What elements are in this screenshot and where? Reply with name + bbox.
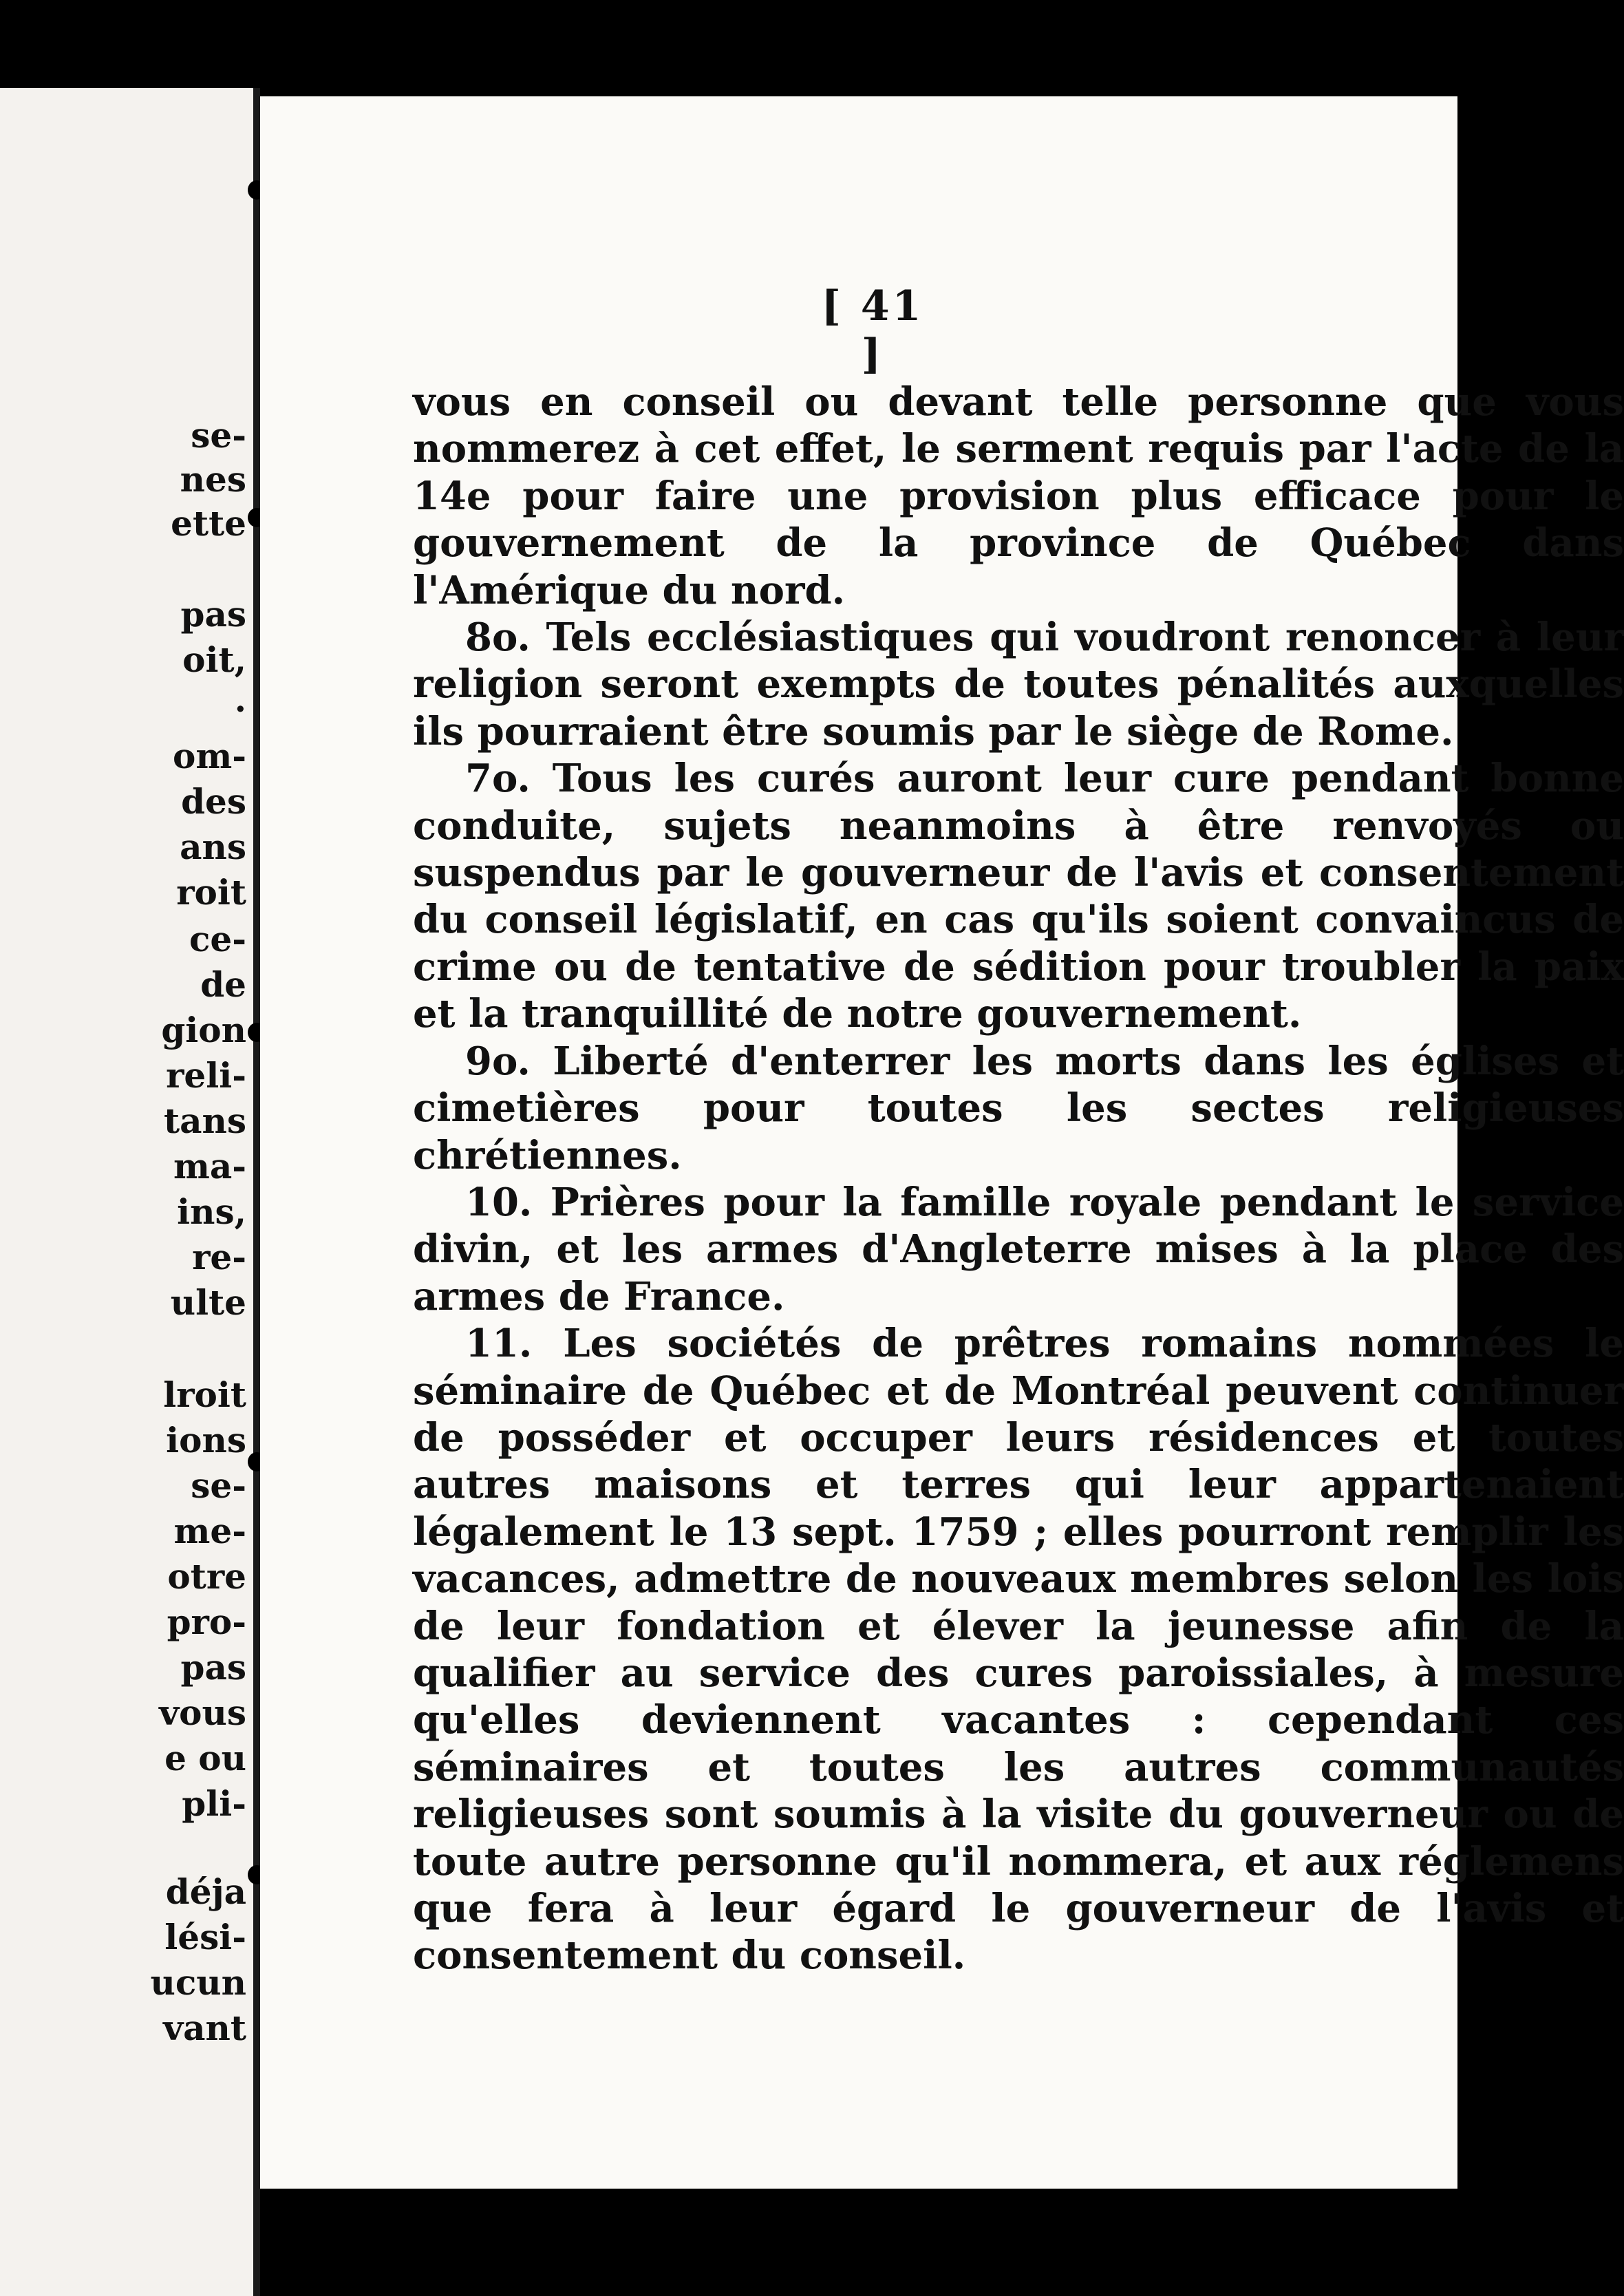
left-fragment: ulte <box>170 1282 246 1323</box>
left-fragment: ette <box>171 503 246 544</box>
left-fragment: ce- <box>189 919 246 959</box>
paragraph: 11. Les sociétés de prêtres romains nommées le séminaire de Québec et de Montréal peuvent continuer de posséder et occuper leurs résidences et toutes autres maisons et terres qui leur appartenaient légalement le 13 sept. 1759 ; elles pourront remplir les vacances, admettre de nouveaux membres selon les lois de leur fondation et élever la jeunesse afin de la qualifier au service des cures paroissiales, à mesure qu'elles deviennent vacantes : cependant ces séminaires et toutes les autres communautés religieuses sont soumis à la visite du gouverneur ou de toute autre personne qu'il nommera, et aux réglemens que fera à leur égard le gouverneur de l'avis et consentement du conseil. <box>413 1321 1624 1979</box>
left-fragment: lroit <box>163 1374 246 1415</box>
paragraph: 8o. Tels ecclésiastiques qui voudront renoncer à leur religion seront exempts de toutes pénalités auxquelles ils pourraient être soumis par le siège de Rome. <box>413 615 1624 754</box>
left-fragment: de <box>200 964 246 1005</box>
left-fragment: pas <box>180 594 246 635</box>
left-fragment: ma- <box>173 1146 246 1187</box>
left-fragment: ins, <box>177 1191 246 1232</box>
paragraph: 7o. Tous les curés auront leur cure pendant bonne conduite, sujets neanmoins à être renvoyés ou suspendus par le gouverneur de l'avis et consentement du conseil législatif, en cas qu'ils soient convaincus de crime ou de tentative de sédition pour troubler la paix et la tranquillité de notre gouvernement. <box>413 756 1624 1037</box>
left-fragment: tans <box>164 1101 246 1141</box>
left-fragment: se- <box>191 1465 246 1506</box>
left-fragment: des <box>181 781 246 822</box>
left-fragment: pli- <box>182 1783 246 1824</box>
left-fragment: otre <box>167 1556 246 1597</box>
paragraph: vous en conseil ou devant telle personne que vous nommerez à cet effet, le serment requis par l'acte de la 14e pour faire une provision plus efficace pour le gouvernement de la province de Québec dans l'Amérique du nord. <box>413 379 1624 613</box>
left-fragment: me- <box>173 1511 246 1551</box>
left-fragment: om- <box>172 736 246 776</box>
left-fragment: ucun <box>150 1962 246 2003</box>
left-fragment: e ou <box>164 1738 246 1778</box>
left-fragment: reli- <box>166 1055 246 1096</box>
left-page-edge <box>0 88 253 2296</box>
left-fragment: ions <box>166 1420 246 1460</box>
left-fragment: pro- <box>167 1602 246 1642</box>
right-page <box>260 96 1624 2189</box>
book-gutter <box>253 88 260 2296</box>
left-fragment: re- <box>192 1237 246 1277</box>
left-fragment: vant <box>163 2008 246 2048</box>
left-fragment: ans <box>180 827 246 867</box>
left-fragment: gion <box>161 1010 246 1050</box>
page-body <box>413 379 1624 1979</box>
left-fragment: vous <box>159 1692 246 1733</box>
paragraph: 10. Prières pour la famille royale pendant le service divin, et les armes d'Angleterre mises à la place des armes de France. <box>413 1179 1624 1319</box>
page-number: [ 41 ] <box>821 282 924 379</box>
left-fragment: déja <box>165 1871 246 1912</box>
left-fragment: lési- <box>164 1917 246 1957</box>
left-fragment: nes <box>180 459 246 500</box>
left-fragment: oit, <box>182 639 246 680</box>
left-fragment: pas <box>180 1647 246 1688</box>
left-fragment: . <box>234 679 246 720</box>
left-fragment: roit <box>176 872 246 913</box>
left-fragment: se- <box>191 415 246 456</box>
paragraph: 9o. Liberté d'enterrer les morts dans les églises et cimetières pour toutes les sectes religieuses chrétiennes. <box>413 1038 1624 1178</box>
